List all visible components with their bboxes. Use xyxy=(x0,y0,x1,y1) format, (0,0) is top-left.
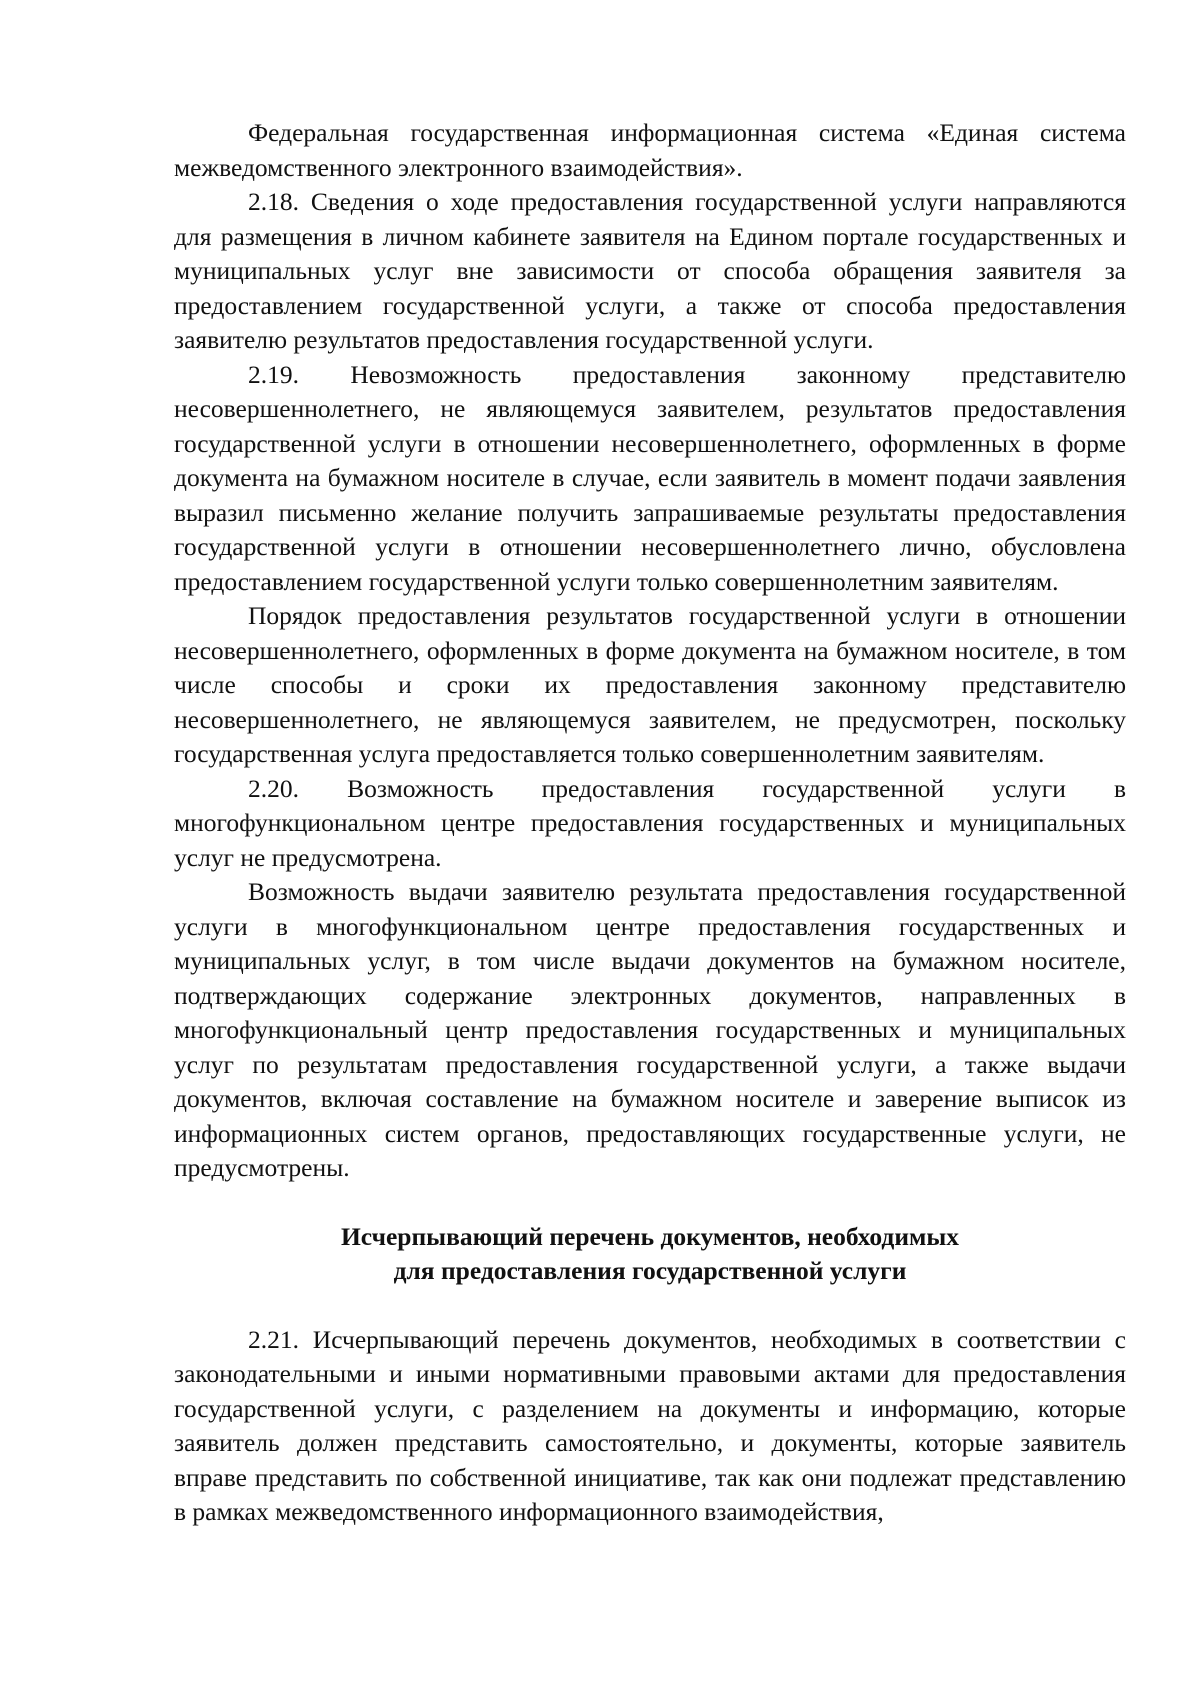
paragraph-2-19: 2.19. Невозможность предоставления законному представителю несовершеннолетнего, не являющемуся заявителем, результатов предоставления государственной услуги в отношении несовершеннолетнего, оформленных в форме документа на бумажном носителе в случае, если заявитель в момент подачи заявления выразил письменно желание получить запрашиваемые результаты предоставления государственной услуги в отношении несовершеннолетнего лично, обусловлена предоставлением государственной услуги только совершеннолетним заявителям. xyxy=(174,359,1126,596)
paragraph-2-18: 2.18. Сведения о ходе предоставления государственной услуги направляются для размещения в личном кабинете заявителя на Едином портале государственных и муниципальных услуг вне зависимости от способа обращения заявителя за предоставлением государственной услуги, а также от способа предоставления заявителю результатов предоставления государственной услуги. xyxy=(174,187,1126,354)
paragraph-2-20: 2.20. Возможность предоставления государственной услуги в многофункциональном центре предоставления государственных и муниципальных услуг не предусмотрена. xyxy=(174,773,1126,872)
paragraph: Возможность выдачи заявителю результата предоставления государственной услуги в многофункциональном центре предоставления государственных и муниципальных услуг, в том числе выдачи документов на бумажном носителе, подтверждающих содержание электронных документов, направленных в многофункциональный центр предоставления государственных и муниципальных услуг по результатам предоставления государственной услуги, а также выдачи документов, включая составление на бумажном носителе и заверение выписок из информационных систем органов, предоставляющих государственные услуги, не предусмотрены. xyxy=(174,877,1126,1182)
section-heading-line: Исчерпывающий перечень документов, необходимых xyxy=(340,1221,960,1251)
document-page xyxy=(174,116,1126,1530)
paragraph: Федеральная государственная информационная система «Единая система межведомственного электронного взаимодействия». xyxy=(174,118,1126,182)
paragraph-2-21: 2.21. Исчерпывающий перечень документов, необходимых в соответствии с законодательными и иными нормативными правовыми актами для предоставления государственной услуги, с разделением на документы и информацию, которые заявитель должен представить самостоятельно, и документы, которые заявитель вправе представить по собственной инициативе, так как они подлежат представлению в рамках межведомственного информационного взаимодействия, xyxy=(174,1324,1126,1526)
section-heading xyxy=(174,1220,1126,1289)
paragraph: Порядок предоставления результатов государственной услуги в отношении несовершеннолетнего, оформленных в форме документа на бумажном носителе, в том числе способы и сроки их предоставления законному представителю несовершеннолетнего, не являющемуся заявителем, не предусмотрен, поскольку государственная услуга предоставляется только совершеннолетним заявителям. xyxy=(174,601,1126,768)
section-heading-line: для предоставления государственной услуги xyxy=(393,1256,907,1285)
